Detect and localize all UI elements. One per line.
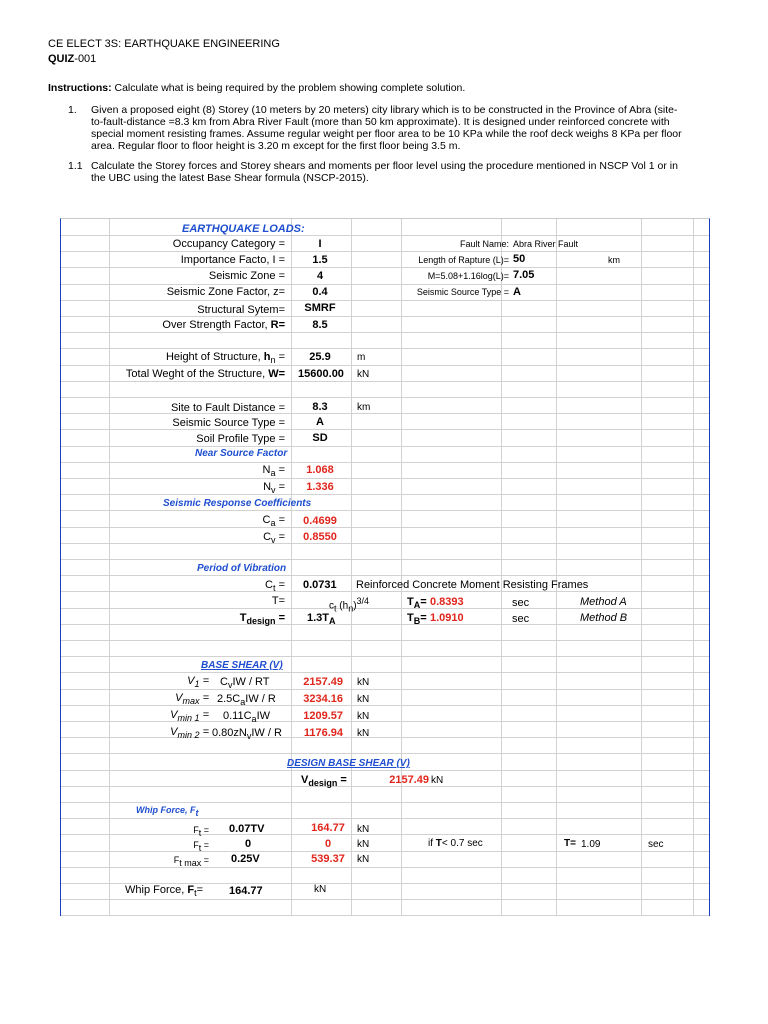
ft1-subscript: t bbox=[198, 827, 202, 838]
grid-row-line bbox=[61, 834, 709, 835]
vmax-formula-c: 2.5C bbox=[217, 693, 241, 705]
vmin2-value: 1176.94 bbox=[303, 727, 343, 739]
vmax-formula-rest: IW / R bbox=[245, 693, 276, 705]
vdesign-subscript: design bbox=[308, 778, 338, 789]
instructions-text: Calculate what is being required by the problem showing complete solution. bbox=[111, 82, 466, 94]
vmax-value: 3234.16 bbox=[303, 693, 343, 705]
importance-label: Importance Facto, I = bbox=[180, 254, 285, 266]
v1-label bbox=[151, 674, 209, 691]
ta-label bbox=[407, 595, 427, 612]
height-subscript: n bbox=[270, 355, 276, 366]
rupture-length-unit: km bbox=[608, 255, 620, 265]
ft1-value: 164.77 bbox=[311, 822, 345, 834]
t-formula-c: c bbox=[329, 600, 334, 612]
spreadsheet bbox=[60, 218, 710, 916]
base-shear-title: BASE SHEAR (V) bbox=[201, 660, 283, 671]
tb-equals: = bbox=[420, 612, 427, 624]
ca-subscript: a bbox=[270, 518, 276, 529]
ft2-condition bbox=[428, 837, 483, 851]
v1-unit: kN bbox=[357, 677, 370, 688]
vmax-formula-subscript: a bbox=[240, 697, 246, 708]
cv-subscript: v bbox=[271, 535, 276, 546]
vmax-subscript: max bbox=[182, 696, 200, 707]
overstrength-symbol: R= bbox=[270, 319, 285, 331]
occupancy-label: Occupancy Category = bbox=[172, 238, 285, 250]
v1-subscript: 1 bbox=[194, 679, 200, 690]
tb-label bbox=[407, 611, 427, 628]
grid-row-line bbox=[61, 672, 709, 673]
ta-symbol: T bbox=[407, 596, 414, 608]
seismic-zone-label: Seismic Zone = bbox=[208, 270, 285, 282]
vmin2-formula-subscript: v bbox=[246, 731, 252, 742]
grid-row-line bbox=[61, 510, 709, 511]
ta-value: 0.8393 bbox=[430, 596, 464, 608]
grid-row-line bbox=[61, 575, 709, 576]
vmin2-formula-c: 0.80zN bbox=[212, 727, 247, 739]
grid-col-line bbox=[351, 219, 352, 916]
grid-row-line bbox=[61, 332, 709, 333]
vdesign-unit: kN bbox=[431, 775, 444, 786]
magnitude-label: M=5.08+1.16log(L)= bbox=[427, 271, 509, 281]
fault-name-value: Abra River Fault bbox=[513, 239, 579, 249]
site-distance-label: Site to Fault Distance = bbox=[170, 402, 285, 414]
tdesign-value-text: 1.3T bbox=[307, 612, 330, 624]
course-code: CE ELECT 3S bbox=[48, 38, 119, 50]
rupture-length-label: Length of Rapture (L)= bbox=[418, 255, 509, 265]
fault-name-label: Fault Name: bbox=[459, 239, 509, 249]
vdesign-equals: = bbox=[337, 774, 347, 786]
ftmax-formula: 0.25V bbox=[231, 853, 260, 865]
vmax-label bbox=[151, 691, 209, 708]
nv-value: 1.336 bbox=[306, 481, 334, 493]
grid-row-line bbox=[61, 543, 709, 544]
vmin1-formula bbox=[223, 709, 270, 726]
ct-label bbox=[201, 578, 285, 595]
whip-force-title bbox=[136, 803, 199, 820]
whip-final-label bbox=[125, 883, 203, 900]
occupancy-value: I bbox=[318, 238, 322, 250]
subproblem-text bbox=[91, 160, 731, 184]
nv-label bbox=[201, 480, 285, 497]
t-right-label: T= bbox=[564, 838, 576, 849]
t-formula-close: ) bbox=[353, 600, 357, 612]
instructions bbox=[48, 82, 728, 94]
ftmax-label bbox=[157, 853, 209, 870]
problem-text bbox=[91, 104, 731, 152]
ftmax-value: 539.37 bbox=[311, 853, 345, 865]
ta-method: Method A bbox=[580, 596, 627, 608]
ftmax-equals: = bbox=[201, 855, 209, 865]
grid-row-line bbox=[61, 527, 709, 528]
grid-row-line bbox=[61, 494, 709, 495]
whip-force-title-subscript: t bbox=[195, 807, 199, 818]
height-equals: = bbox=[275, 351, 285, 363]
source-type-right-value: A bbox=[513, 286, 521, 298]
t-formula-h: (h bbox=[336, 600, 349, 612]
ca-equals: = bbox=[275, 514, 285, 526]
t-formula-exponent: 3/4 bbox=[356, 596, 370, 606]
subproblem-line: Calculate the Storey forces and Storey shears and moments per floor level using the procedure mentioned in NSCP Vol 1 or in bbox=[91, 160, 678, 172]
ft2-condition-t: T bbox=[435, 838, 442, 849]
ta-equals: = bbox=[420, 596, 427, 608]
ct-equals: = bbox=[275, 579, 285, 591]
problem-number: 1. bbox=[68, 104, 77, 116]
design-base-shear-title: DESIGN BASE SHEAR (V) bbox=[287, 758, 410, 769]
earthquake-loads-title: EARTHQUAKE LOADS: bbox=[182, 223, 305, 235]
soil-profile-label: Soil Profile Type = bbox=[196, 433, 285, 445]
v1-value: 2157.49 bbox=[303, 676, 343, 688]
grid-col-line bbox=[291, 219, 292, 916]
vmin2-formula-rest: IW / R bbox=[251, 727, 282, 739]
ft2-symbol: F bbox=[193, 840, 199, 850]
grid-row-line bbox=[61, 267, 709, 268]
height-value: 25.9 bbox=[309, 351, 331, 363]
whip-final-symbol: F bbox=[187, 884, 195, 896]
cv-value: 0.8550 bbox=[303, 531, 337, 543]
problem-line: to-fault-distance =8.3 km from Abra River Fault (more than 50 km approximate). It is designed under reinforced concrete with bbox=[91, 116, 670, 128]
magnitude-value: 7.05 bbox=[513, 269, 535, 281]
t-label: T= bbox=[271, 595, 285, 607]
tb-method: Method B bbox=[580, 612, 628, 624]
grid-col-line bbox=[401, 219, 402, 916]
ft2-formula: 0 bbox=[245, 838, 252, 850]
vmin1-unit: kN bbox=[357, 711, 370, 722]
grid-row-line bbox=[61, 235, 709, 236]
na-label bbox=[201, 463, 285, 480]
grid-row-line bbox=[61, 478, 709, 479]
vmax-symbol: V bbox=[175, 692, 183, 704]
grid-col-line bbox=[641, 219, 642, 916]
na-symbol: N bbox=[262, 464, 271, 476]
near-source-title: Near Source Factor bbox=[195, 448, 288, 459]
grid-row-line bbox=[61, 462, 709, 463]
na-subscript: a bbox=[270, 468, 276, 479]
height-symbol: h bbox=[263, 351, 271, 363]
grid-row-line bbox=[61, 446, 709, 447]
zone-factor-label: Seismic Zone Factor, z= bbox=[166, 286, 285, 298]
tdesign-value bbox=[307, 611, 336, 628]
na-value: 1.068 bbox=[306, 464, 334, 476]
tb-subscript: B bbox=[413, 616, 421, 627]
site-distance-value: 8.3 bbox=[312, 401, 328, 413]
vmin2-unit: kN bbox=[357, 728, 370, 739]
weight-value: 15600.00 bbox=[298, 368, 344, 380]
importance-value: 1.5 bbox=[312, 254, 328, 266]
period-title: Period of Vibration bbox=[197, 563, 287, 574]
tb-symbol: T bbox=[407, 612, 414, 624]
weight-symbol: W= bbox=[268, 368, 285, 380]
vmin2-equals: = bbox=[199, 726, 209, 738]
v1-formula bbox=[220, 675, 270, 692]
vmin1-formula-c: 0.11C bbox=[223, 710, 252, 722]
tdesign-symbol: T bbox=[239, 612, 247, 624]
height-unit: m bbox=[357, 352, 366, 363]
ca-value: 0.4699 bbox=[303, 515, 337, 527]
grid-row-line bbox=[61, 753, 709, 754]
vmin1-value: 1209.57 bbox=[303, 710, 343, 722]
overstrength-label bbox=[101, 318, 285, 332]
tb-unit: sec bbox=[512, 613, 530, 625]
vmin1-formula-rest: IW bbox=[256, 710, 271, 722]
problem-line: area. Regular floor to floor height is 3.20 m except for the first floor being 3.5 m. bbox=[91, 140, 461, 152]
quiz-heading bbox=[48, 53, 96, 65]
v1-formula-rest: IW / RT bbox=[232, 676, 270, 688]
grid-row-line bbox=[61, 559, 709, 560]
course-sep: : bbox=[118, 38, 125, 50]
v1-formula-c: C bbox=[220, 676, 228, 688]
ft2-condition-rest: < 0.7 sec bbox=[441, 838, 483, 849]
nv-symbol: N bbox=[263, 481, 272, 493]
instructions-label: Instructions: bbox=[48, 82, 112, 94]
grid-row-line bbox=[61, 251, 709, 252]
site-distance-unit: km bbox=[357, 402, 371, 413]
whip-final-equals: = bbox=[196, 884, 204, 896]
ft2-subscript: t bbox=[198, 842, 202, 853]
cv-symbol: C bbox=[263, 531, 272, 543]
zone-factor-value: 0.4 bbox=[312, 286, 328, 298]
t-right-unit: sec bbox=[648, 839, 664, 850]
ft2-equals: = bbox=[201, 840, 209, 850]
v1-symbol: V bbox=[187, 675, 195, 687]
vmin2-formula bbox=[212, 726, 282, 743]
grid-row-line bbox=[61, 348, 709, 349]
ft1-equals: = bbox=[201, 825, 209, 835]
quiz-number: -001 bbox=[74, 53, 97, 65]
vdesign-value: 2157.49 bbox=[389, 774, 429, 786]
grid-col-line bbox=[501, 219, 502, 916]
ca-symbol: C bbox=[262, 514, 271, 526]
source-type-label: Seismic Source Type = bbox=[172, 417, 285, 429]
tdesign-label bbox=[201, 611, 285, 628]
cv-label bbox=[201, 530, 285, 547]
grid-row-line bbox=[61, 300, 709, 301]
vmin1-label bbox=[151, 708, 209, 725]
grid-row-line bbox=[61, 381, 709, 382]
problem-line: special moment resisting frames. Assume regular weight per floor area to be 10 KPa while the roof deck weighs 8 KPa per floor bbox=[91, 128, 682, 140]
ta-subscript: A bbox=[413, 600, 421, 611]
overstrength-value: 8.5 bbox=[312, 319, 328, 331]
ta-unit: sec bbox=[512, 597, 530, 609]
ftmax-subscript: t max bbox=[179, 857, 202, 868]
seismic-zone-value: 4 bbox=[316, 270, 324, 282]
tdesign-value-subscript: A bbox=[329, 616, 336, 627]
ftmax-unit: kN bbox=[357, 854, 370, 865]
v1-equals: = bbox=[199, 675, 209, 687]
rupture-length-value: 50 bbox=[513, 253, 526, 265]
ft2-condition-if: if bbox=[428, 838, 436, 849]
vdesign-symbol: V bbox=[301, 774, 309, 786]
whip-force-title-text: Whip Force, F bbox=[136, 805, 196, 815]
t-formula-subscript: t bbox=[334, 603, 337, 614]
v1-formula-subscript: v bbox=[227, 680, 233, 691]
vmax-unit: kN bbox=[357, 694, 370, 705]
height-text: Height of Structure, bbox=[165, 351, 264, 363]
grid-col-line bbox=[693, 219, 694, 916]
whip-final-subscript: t bbox=[194, 888, 197, 899]
weight-label bbox=[81, 367, 285, 381]
source-type-value: A bbox=[316, 416, 324, 428]
weight-text: Total Weght of the Structure, bbox=[125, 368, 269, 380]
subproblem-line: the UBC using the latest Base Shear formula (NSCP-2015). bbox=[91, 172, 369, 184]
grid-col-line bbox=[556, 219, 557, 916]
tdesign-equals: = bbox=[275, 612, 285, 624]
overstrength-text: Over Strength Factor, bbox=[162, 319, 271, 331]
structural-system-label: Structural Sytem= bbox=[197, 304, 285, 316]
subproblem-number: 1.1 bbox=[68, 160, 83, 172]
ft1-unit: kN bbox=[357, 824, 370, 835]
vmax-formula bbox=[217, 692, 276, 709]
t-formula-subscript-n: n bbox=[348, 603, 354, 614]
quiz-label: QUIZ bbox=[48, 53, 75, 65]
vmin1-subscript: min 1 bbox=[177, 713, 200, 724]
vmax-equals: = bbox=[199, 692, 209, 704]
whip-final-text: Whip Force, bbox=[125, 884, 188, 896]
na-equals: = bbox=[275, 464, 285, 476]
seismic-response-title: Seismic Response Coefficients bbox=[163, 498, 312, 509]
ct-subscript: t bbox=[273, 583, 276, 594]
ftmax-symbol: F bbox=[173, 855, 180, 865]
whip-final-value: 164.77 bbox=[229, 885, 263, 897]
vmin1-formula-subscript: a bbox=[251, 714, 257, 725]
vmin2-symbol: V bbox=[170, 726, 178, 738]
t-right-value: 1.09 bbox=[581, 839, 601, 850]
soil-profile-value: SD bbox=[312, 432, 328, 444]
course-heading bbox=[48, 38, 280, 50]
grid-row-line bbox=[61, 656, 709, 657]
tb-value: 1.0910 bbox=[430, 612, 464, 624]
nv-subscript: v bbox=[271, 485, 276, 496]
vmin2-subscript: min 2 bbox=[177, 730, 200, 741]
vmin1-equals: = bbox=[199, 709, 209, 721]
nv-equals: = bbox=[275, 481, 285, 493]
vmin2-label bbox=[151, 725, 209, 742]
ct-value: 0.0731 bbox=[303, 579, 337, 591]
problem-line: Given a proposed eight (8) Storey (10 meters by 20 meters) city library which is to be constructed in the Province of Abra (site- bbox=[91, 104, 678, 116]
vdesign-label bbox=[301, 773, 347, 790]
ca-label bbox=[201, 513, 285, 530]
height-label bbox=[81, 350, 285, 367]
ft1-formula: 0.07TV bbox=[229, 823, 265, 835]
weight-unit: kN bbox=[357, 369, 370, 380]
ft2-value: 0 bbox=[324, 838, 332, 850]
grid-row-line bbox=[61, 397, 709, 398]
whip-final-unit: kN bbox=[314, 884, 327, 895]
source-type-right-label: Seismic Source Type = bbox=[416, 287, 509, 297]
structural-system-value: SMRF bbox=[304, 302, 336, 314]
grid-row-line bbox=[61, 640, 709, 641]
ft2-unit: kN bbox=[357, 839, 370, 850]
ft1-symbol: F bbox=[193, 825, 199, 835]
frame-type: Reinforced Concrete Moment Resisting Frames bbox=[356, 579, 589, 591]
cv-equals: = bbox=[275, 531, 285, 543]
course-title: EARTHQUAKE ENGINEERING bbox=[124, 38, 280, 50]
grid-row-line bbox=[61, 915, 709, 916]
vmin1-symbol: V bbox=[170, 709, 178, 721]
tdesign-subscript: design bbox=[246, 616, 276, 627]
grid-row-line bbox=[61, 851, 709, 852]
ct-symbol: C bbox=[265, 579, 273, 591]
